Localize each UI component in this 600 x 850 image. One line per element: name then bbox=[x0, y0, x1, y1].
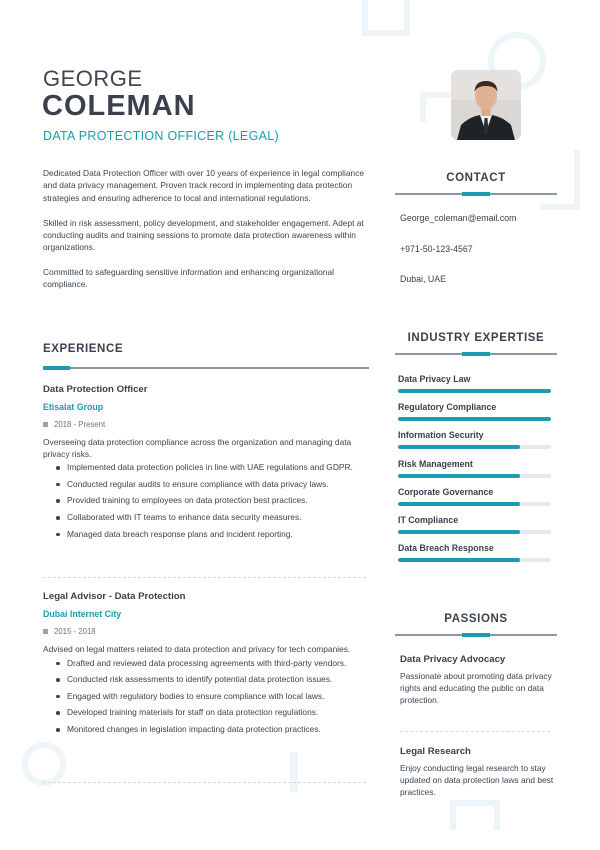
skill-name: Data Privacy Law bbox=[398, 374, 471, 384]
job-company: Etisalat Group bbox=[43, 402, 104, 412]
passion-description: Passionate about promoting data privacy rights and educating the public on data protection. bbox=[400, 671, 552, 706]
contact-heading: CONTACT bbox=[446, 172, 506, 184]
summary-paragraph: Dedicated Data Protection Officer with over 10 years of experience in legal compliance and data privacy management. Proven track record in implementing data protection strategies and ensuring adherence to local and international regulations. bbox=[43, 168, 365, 203]
first-name: GEORGE bbox=[43, 66, 143, 91]
skill-name: IT Compliance bbox=[398, 515, 459, 525]
skill-item bbox=[398, 459, 551, 478]
achievement-item: Engaged with regulatory bodies to ensure compliance with local laws. bbox=[53, 691, 369, 702]
job-dates bbox=[43, 420, 369, 429]
experience-entry bbox=[43, 591, 369, 741]
contact-location: Dubai, UAE bbox=[400, 274, 446, 284]
calendar-icon bbox=[43, 629, 48, 634]
skill-level-bar bbox=[398, 502, 551, 506]
passion-item bbox=[400, 746, 557, 799]
passions-heading: PASSIONS bbox=[444, 613, 508, 625]
passions-section bbox=[395, 613, 557, 636]
experience-heading: EXPERIENCE bbox=[43, 343, 124, 355]
job-title: DATA PROTECTION OFFICER (LEGAL) bbox=[43, 129, 279, 143]
background-decoration bbox=[22, 742, 66, 786]
background-decoration bbox=[290, 752, 298, 792]
contact-phone[interactable]: +971-50-123-4567 bbox=[400, 244, 473, 254]
job-description: Overseeing data protection compliance across the organization and managing data privacy risks. bbox=[43, 437, 352, 459]
expertise-heading: INDUSTRY EXPERTISE bbox=[407, 332, 545, 344]
passions-divider bbox=[395, 634, 557, 636]
job-company: Dubai Internet City bbox=[43, 609, 122, 619]
skill-name: Information Security bbox=[398, 430, 484, 441]
experience-accent bbox=[43, 366, 70, 370]
job-description: Advised on legal matters related to data protection and privacy for tech companies. bbox=[43, 644, 351, 654]
job-achievements bbox=[43, 658, 369, 735]
skill-item bbox=[398, 515, 551, 534]
profile-summary bbox=[43, 167, 373, 303]
contact-accent bbox=[462, 192, 490, 196]
entry-divider bbox=[43, 782, 366, 783]
achievement-item: Monitored changes in legislation impacting data protection practices. bbox=[53, 724, 369, 735]
skill-level-fill bbox=[398, 417, 551, 421]
expertise-accent bbox=[462, 352, 490, 356]
skill-level-fill bbox=[398, 530, 520, 534]
skill-item bbox=[398, 402, 551, 421]
achievement-item: Provided training to employees on data protection best practices. bbox=[53, 495, 369, 506]
skill-item bbox=[398, 487, 551, 506]
passion-item bbox=[400, 654, 557, 707]
achievement-item: Drafted and reviewed data processing agreements with third-party vendors. bbox=[53, 658, 369, 669]
skill-name: Risk Management bbox=[398, 458, 473, 469]
contact-divider bbox=[395, 193, 557, 195]
skill-level-bar bbox=[398, 558, 551, 562]
achievement-item: Implemented data protection policies in line with UAE regulations and GDPR. bbox=[53, 462, 369, 473]
entry-divider bbox=[43, 577, 366, 578]
job-achievements bbox=[43, 462, 369, 539]
skill-level-fill bbox=[398, 474, 520, 478]
contact-email[interactable]: George_coleman@email.com bbox=[400, 213, 517, 223]
skill-name: Corporate Governance bbox=[398, 486, 494, 497]
skill-item bbox=[398, 543, 551, 562]
achievement-item: Developed training materials for staff on data protection regulations. bbox=[53, 707, 369, 718]
skill-level-bar bbox=[398, 474, 551, 478]
skill-level-fill bbox=[398, 502, 520, 506]
job-dates-text: 2018 - Present bbox=[54, 420, 106, 429]
passion-description: Enjoy conducting legal research to stay updated on data protection laws and best practices. bbox=[400, 763, 554, 798]
skill-name: Data Breach Response bbox=[398, 543, 494, 554]
calendar-icon bbox=[43, 422, 48, 427]
achievement-item: Collaborated with IT teams to enhance data security measures. bbox=[53, 512, 369, 523]
summary-paragraph: Skilled in risk assessment, policy development, and stakeholder engagement. Adept at conducting audits and training sessions to promote data protection awareness within organizations. bbox=[43, 217, 364, 253]
passion-divider bbox=[400, 731, 550, 732]
background-decoration bbox=[450, 800, 500, 830]
skill-level-bar bbox=[398, 389, 551, 393]
expertise-section bbox=[395, 332, 557, 355]
experience-entry bbox=[43, 384, 369, 545]
passions-accent bbox=[462, 633, 490, 637]
summary-paragraph: Committed to safeguarding sensitive information and enhancing organizational compliance. bbox=[43, 267, 334, 290]
last-name: COLEMAN bbox=[42, 90, 196, 122]
skill-level-fill bbox=[398, 445, 520, 449]
background-decoration bbox=[362, 0, 410, 36]
skill-level-bar bbox=[398, 445, 551, 449]
job-dates bbox=[43, 627, 369, 636]
experience-divider bbox=[43, 367, 369, 369]
achievement-item: Conducted risk assessments to identify potential data protection issues. bbox=[53, 674, 369, 685]
job-role: Legal Advisor - Data Protection bbox=[43, 591, 186, 602]
skill-level-bar bbox=[398, 530, 551, 534]
job-dates-text: 2015 - 2018 bbox=[54, 627, 96, 636]
passion-title: Legal Research bbox=[400, 746, 471, 757]
skill-item bbox=[398, 430, 551, 449]
achievement-item: Managed data breach response plans and incident reporting. bbox=[53, 529, 369, 540]
passion-title: Data Privacy Advocacy bbox=[400, 654, 506, 665]
skill-level-bar bbox=[398, 417, 551, 421]
skill-item bbox=[398, 374, 551, 393]
achievement-item: Conducted regular audits to ensure compliance with data privacy laws. bbox=[53, 479, 369, 490]
expertise-divider bbox=[395, 353, 557, 355]
profile-photo bbox=[451, 70, 521, 140]
contact-section bbox=[395, 172, 557, 195]
job-role: Data Protection Officer bbox=[43, 384, 148, 395]
skill-level-fill bbox=[398, 558, 520, 562]
skill-name: Regulatory Compliance bbox=[398, 402, 497, 413]
skill-level-fill bbox=[398, 389, 551, 393]
